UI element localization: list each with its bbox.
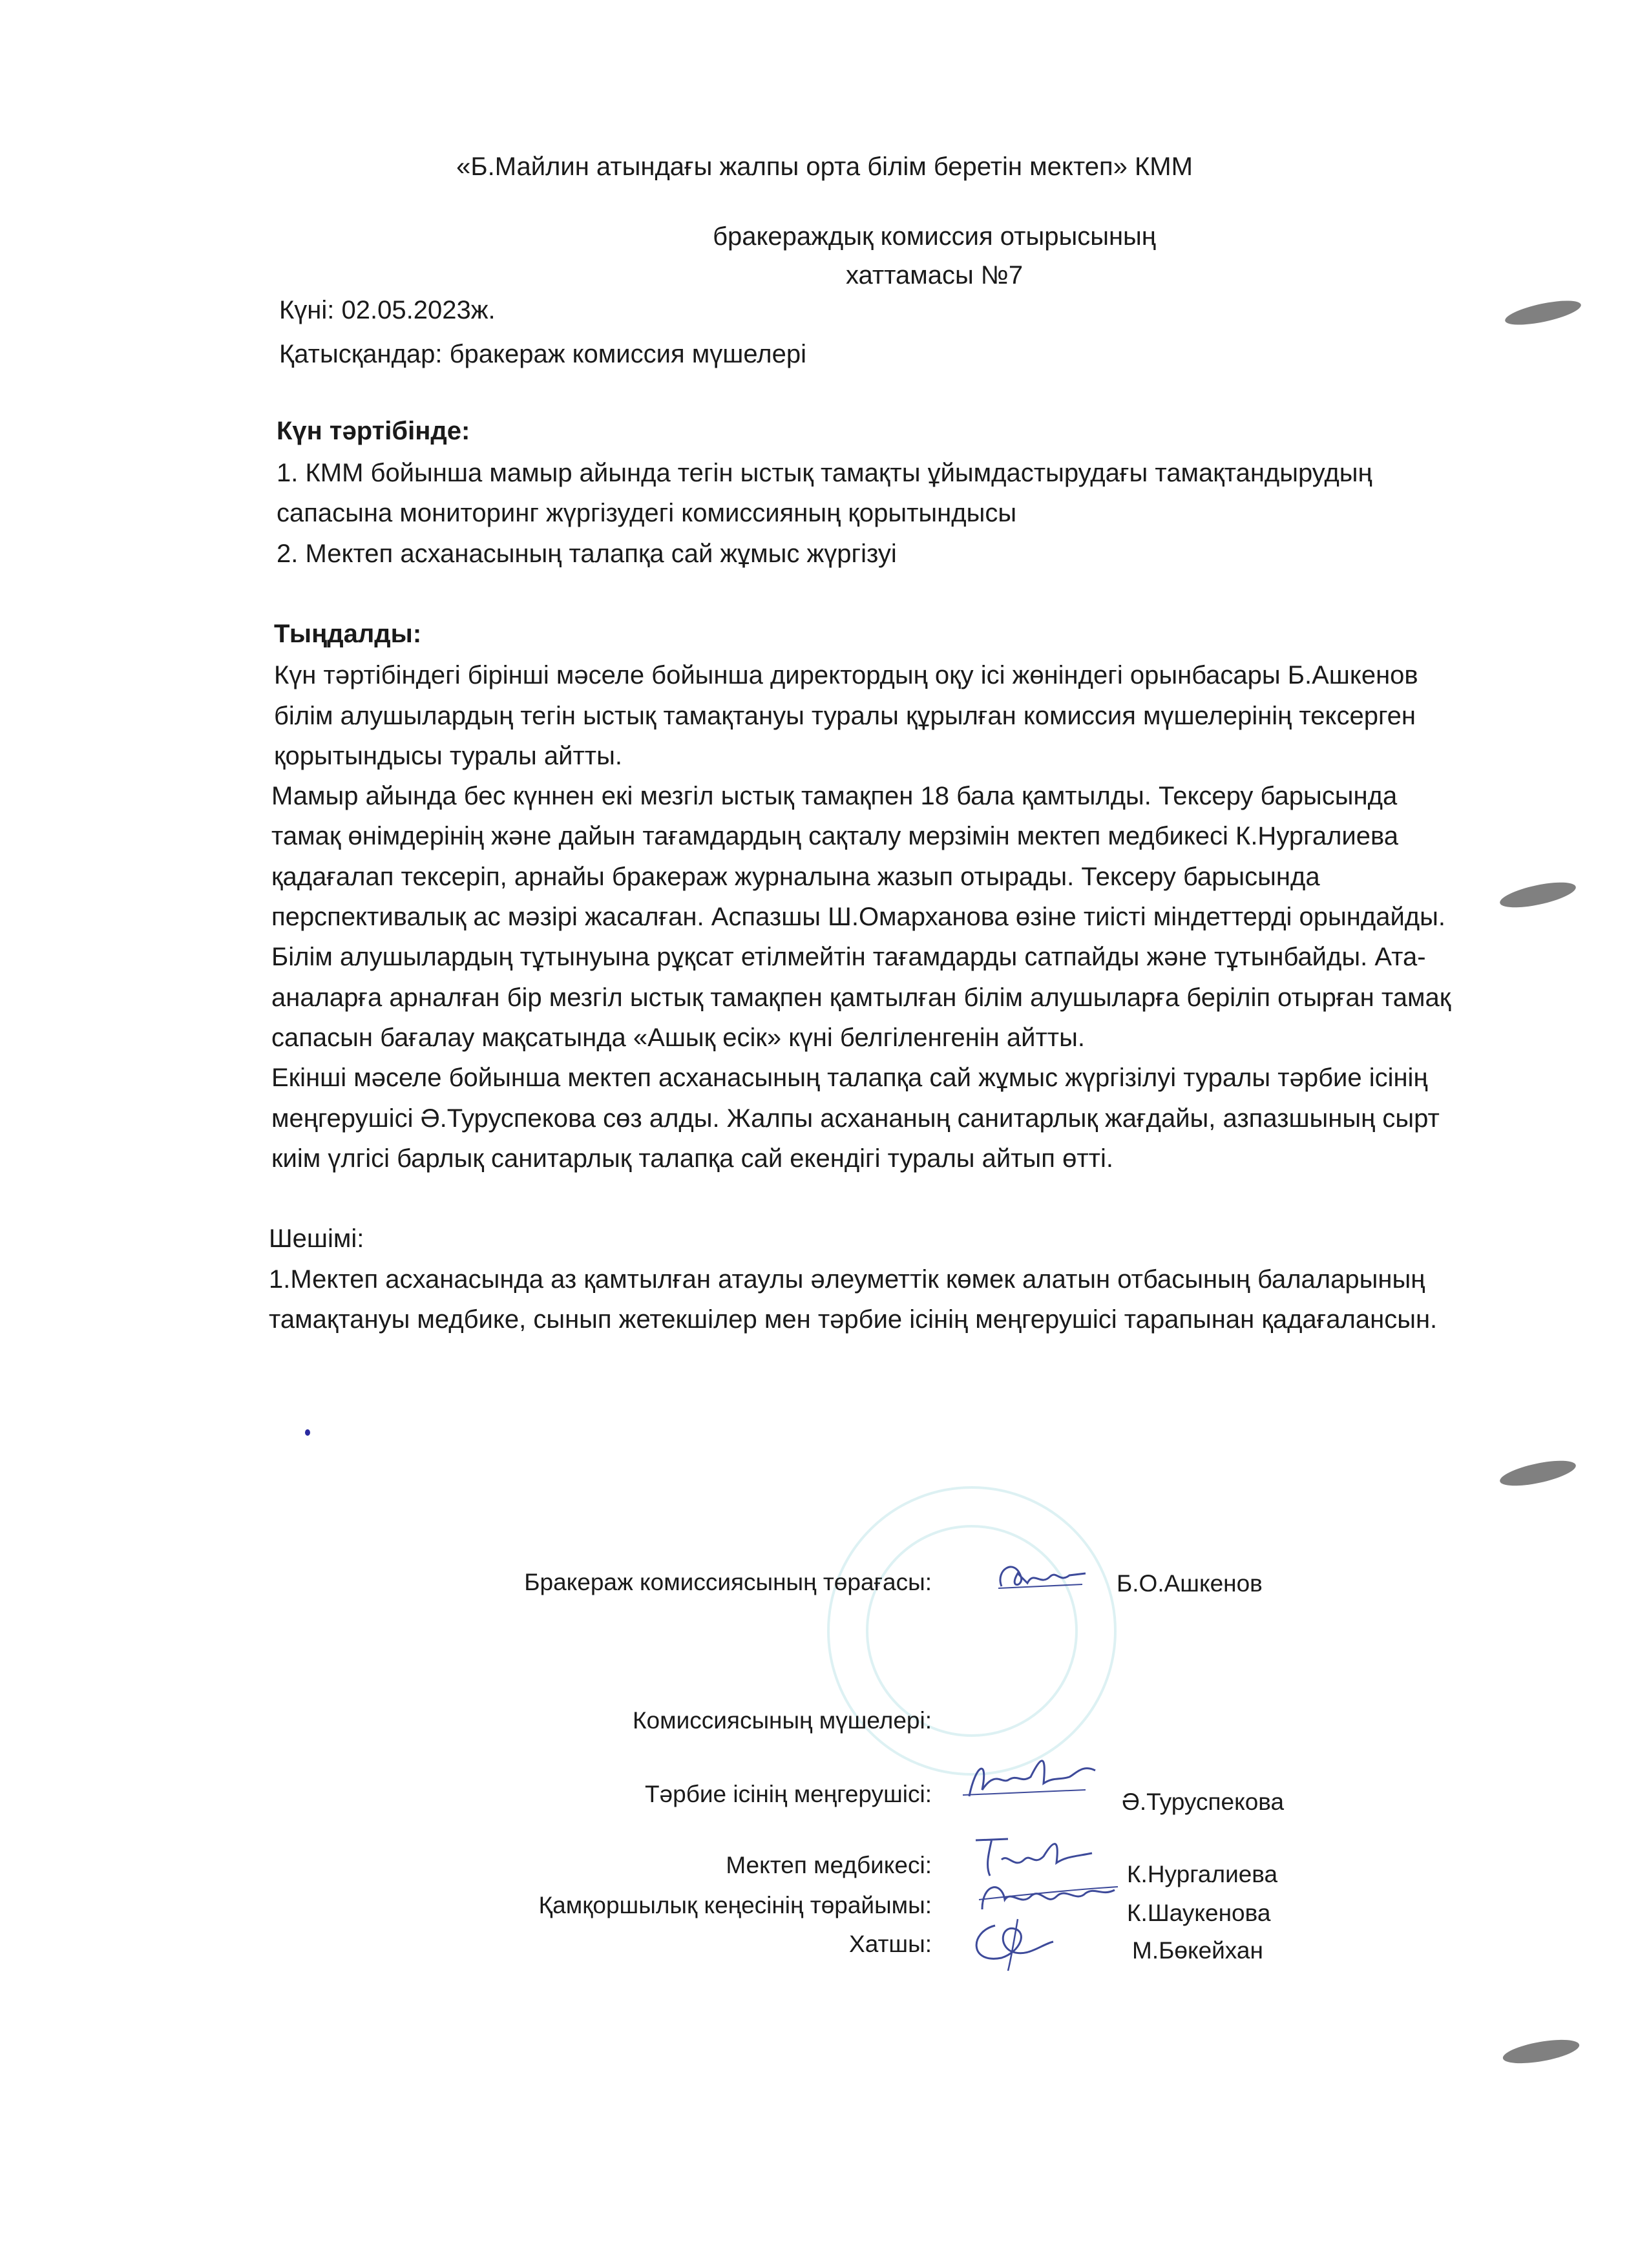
heard-line: Білім алушылардың тұтынуына рұқсат етілмейтін тағамдарды сатпайды және тұтынбайды. Ата- — [271, 943, 1426, 971]
heard-line: киім үлгісі барлық санитарлық талапқа сай екендігі туралы айтып өтті. — [271, 1144, 1113, 1173]
members-label: Комиссиясының мүшелері: — [633, 1707, 932, 1734]
agenda-heading: Күн тәртібінде: — [277, 417, 470, 445]
member4-name: М.Бөкейхан — [1132, 1937, 1263, 1964]
member1-label: Тәрбие ісінің меңгерушісі: — [644, 1781, 932, 1807]
heard-line: аналарға арналған бір мезгіл ыстық тамақпен қамтылған білім алушыларға беріліп отырған тамақ — [271, 983, 1451, 1012]
heard-line: Екінші мәселе бойынша мектеп асханасының талапқа сай жұмыс жүргізілуі туралы тәрбие ісінің — [271, 1064, 1428, 1092]
member2-name: К.Нургалиева — [1127, 1861, 1278, 1887]
heard-heading: Тыңдалды: — [274, 620, 422, 648]
heard-line: тамақ өнімдерінің және дайын тағамдардың сақталу мерзімін мектеп медбикесі К.Нургалиева — [271, 822, 1399, 850]
member3-name: К.Шаукенова — [1127, 1900, 1271, 1926]
member4-label: Хатшы: — [849, 1931, 932, 1957]
chair-name: Б.О.Ашкенов — [1117, 1570, 1263, 1597]
chair-label: Бракераж комиссиясының төрағасы: — [524, 1569, 932, 1595]
decision-line: 1.Мектеп асханасында аз қамтылған атаулы әлеуметтік көмек алатын отбасының балаларының — [269, 1265, 1425, 1294]
member2-label: Мектеп медбикесі: — [726, 1852, 932, 1878]
heard-line: сапасын бағалау мақсатында «Ашық есік» күні белгіленгенін айтты. — [271, 1024, 1085, 1052]
heard-line: білім алушылардың тегін ыстық тамақтануы туралы құрылған комиссия мүшелерінің тексерген — [274, 702, 1416, 730]
org-name: «Б.Майлин атындағы жалпы орта білім беретін мектеп» КММ — [456, 152, 1193, 181]
member3-label: Қамқоршылық кеңесінің төрайымы: — [538, 1892, 932, 1918]
agenda-line: сапасына мониторинг жүргізудегі комиссияның қорытындысы — [277, 499, 1017, 527]
agenda-line: 2. Мектеп асханасының талапқа сай жұмыс жүргізуі — [277, 540, 897, 568]
chair-signature — [989, 1551, 1092, 1602]
agenda-line: 1. КММ бойынша мамыр айында тегін ыстық тамақты ұйымдастырудағы тамақтандырудың — [277, 459, 1372, 487]
heard-line: қорытындысы туралы айтты. — [274, 742, 622, 770]
scan-smudge — [1503, 296, 1582, 330]
decision-heading: Шешімі: — [269, 1224, 364, 1253]
scan-smudge — [1498, 877, 1578, 912]
protocol-title: бракераждық комиссия отырысының — [713, 222, 1156, 251]
member4-signature — [963, 1906, 1066, 1977]
decision-line: тамақтануы медбике, сынып жетекшілер мен тәрбие ісінің меңгерушісі тарапынан қадағалансын. — [269, 1305, 1438, 1334]
heard-line: Мамыр айында бес күннен екі мезгіл ыстық тамақпен 18 бала қамтылды. Тексеру барысында — [271, 782, 1398, 810]
ink-dot — [305, 1429, 310, 1436]
heard-line: қадағалап тексеріп, арнайы бракераж журналына жазып отырады. Тексеру барысында — [271, 863, 1320, 891]
meeting-date: Күні: 02.05.2023ж. — [279, 296, 496, 324]
scan-smudge — [1498, 1456, 1578, 1491]
heard-line: перспективалық ас мәзірі жасалған. Аспазшы Ш.Омарханова өзіне тиісті міндеттерді орындайды. — [271, 903, 1445, 931]
scan-smudge — [1501, 2035, 1581, 2068]
protocol-number: хаттамасы №7 — [845, 261, 1024, 289]
heard-line: Күн тәртібіндегі бірінші мәселе бойынша директордың оқу ісі жөніндегі орынбасары Б.Ашкенов — [274, 661, 1418, 689]
heard-line: меңгерушісі Ә.Туруспекова сөз алды. Жалпы асхананың санитарлық жағдайы, азпазшының сырт — [271, 1104, 1440, 1133]
participants: Қатысқандар: бракераж комиссия мүшелері — [279, 340, 806, 368]
member1-name: Ә.Туруспекова — [1122, 1789, 1285, 1815]
member1-signature — [956, 1745, 1118, 1816]
